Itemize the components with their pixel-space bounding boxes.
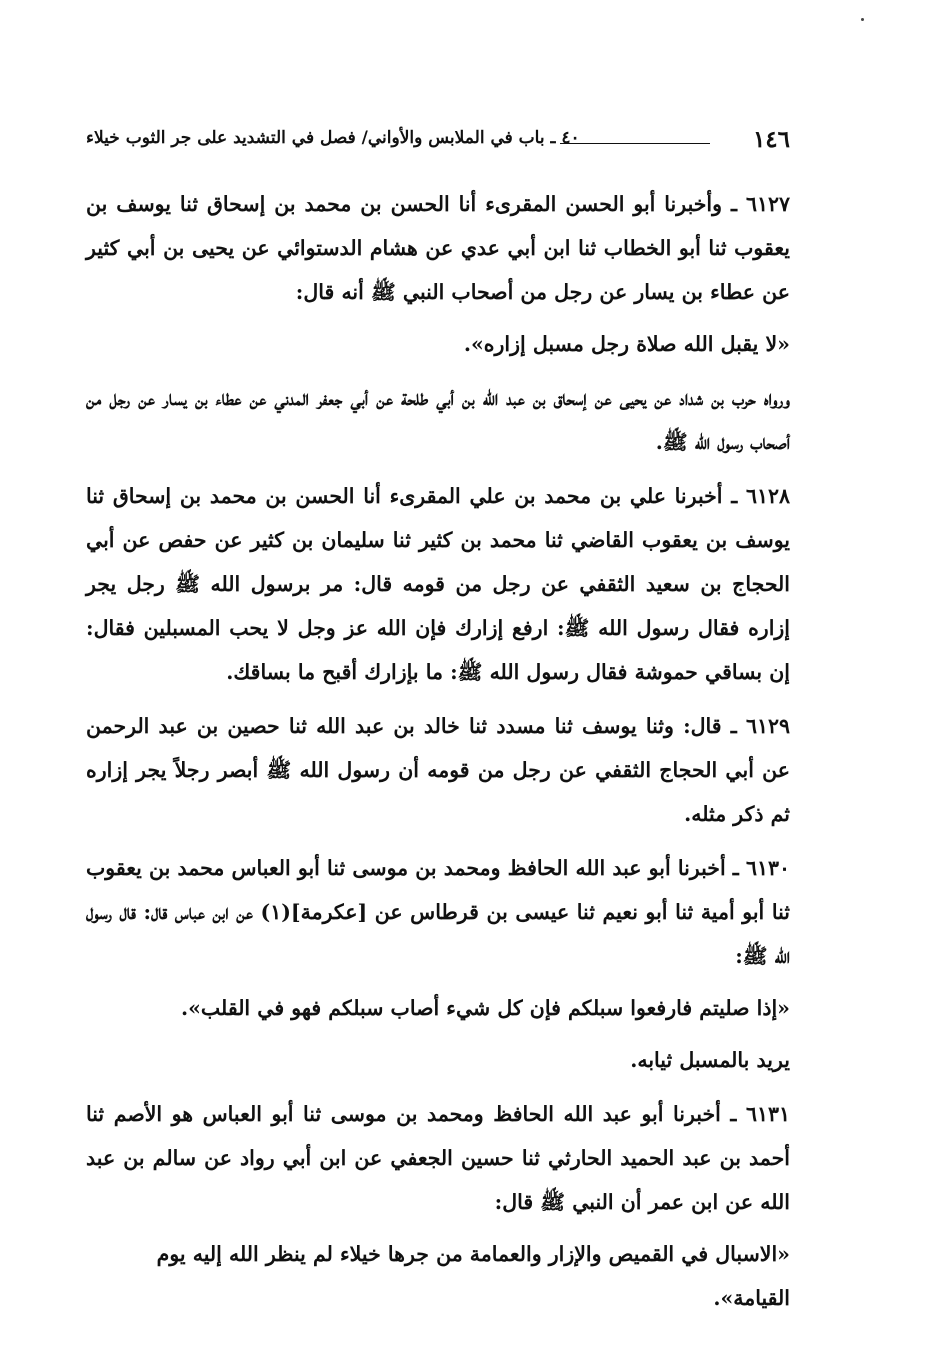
hadith-quote: «لا يقبل الله صلاة رجل مسبل إزاره». — [463, 332, 790, 356]
hadith-6130: ٦١٣٠ ـ أخبرنا أبو عبد الله الحافظ ومحمد بن موسى ثنا أبو العباس محمد بن يعقوب ثنا أبو أمية ثنا أبو نعيم ثنا عيسى بن قرطاس عن [عكرمة](١) عن ابن عباس قال: قال رسول الله ﷺ: — [86, 856, 790, 968]
hadith-quote: «الاسبال في القميص والإزار والعمامة من جرها خيلاء لم ينظر الله إليه يوم القيامة». — [156, 1242, 790, 1310]
narration-note: ورواه حرب بن شداد عن يحيى عن إسحاق بن عبد الله بن أبي طلحة عن أبي جعفر المدني عن عطاء بن يسار عن رجل من أصحاب رسول الله ﷺ. — [86, 386, 790, 454]
hadith-6128: ٦١٢٨ ـ أخبرنا علي بن محمد بن علي المقرىء أنا الحسن بن محمد بن إسحاق ثنا يوسف بن يعقوب القاضي ثنا محمد بن كثير ثنا سليمان بن كثير عن حفص عن أبي الحجاج بن سعيد الثقفي عن رجل من قومه قال: مر برسول الله ﷺ رجل يجر إزاره فقال رسول الله ﷺ: ارفع إزارك فإن الله عز وجل لا يحب المسبلين فقال: إن بساقي حموشة فقال رسول الله ﷺ: ما بإزارك أقبح ما بساقك. — [86, 484, 790, 684]
running-title: ٤٠ ـ باب في الملابس والأواني/ فصل في التشديد على جر الثوب خيلاء — [86, 128, 580, 148]
margin-mark — [861, 18, 864, 21]
hadith-6131: ٦١٣١ ـ أخبرنا أبو عبد الله الحافظ ومحمد بن موسى ثنا أبو العباس هو الأصم ثنا أحمد بن عبد الحميد الحارثي ثنا حسين الجعفي عن ابن أبي رواد عن سالم بن عبد الله عن ابن عمر أن النبي ﷺ قال: — [86, 1102, 790, 1214]
hadith-quote: «إذا صليتم فارفعوا سبلكم فإن كل شيء أصاب سبلكم فهو في القلب». — [180, 996, 790, 1020]
page-number: ١٤٦ — [752, 126, 790, 153]
hadith-6127: ٦١٢٧ ـ وأخبرنا أبو الحسن المقرىء أنا الحسن بن محمد بن إسحاق ثنا يوسف بن يعقوب ثنا أبو الخطاب ثنا ابن أبي عدي عن هشام الدستوائي عن يحيى بن أبي كثير عن عطاء بن يسار عن رجل من أصحاب النبي ﷺ أنه قال: — [86, 192, 790, 304]
hadith-6129: ٦١٢٩ ـ قال: وثنا يوسف ثنا مسدد ثنا خالد بن عبد الله ثنا حصين بن عبد الرحمن عن أبي الحجاج الثقفي عن رجل من قومه أن رسول الله ﷺ أبصر رجلاً يجر إزاره ثم ذكر مثله. — [86, 714, 790, 826]
page-header — [86, 126, 790, 160]
explanation-note: يريد بالمسبل ثيابه. — [630, 1048, 790, 1072]
page-body — [86, 182, 790, 1320]
header-rule — [560, 143, 710, 144]
